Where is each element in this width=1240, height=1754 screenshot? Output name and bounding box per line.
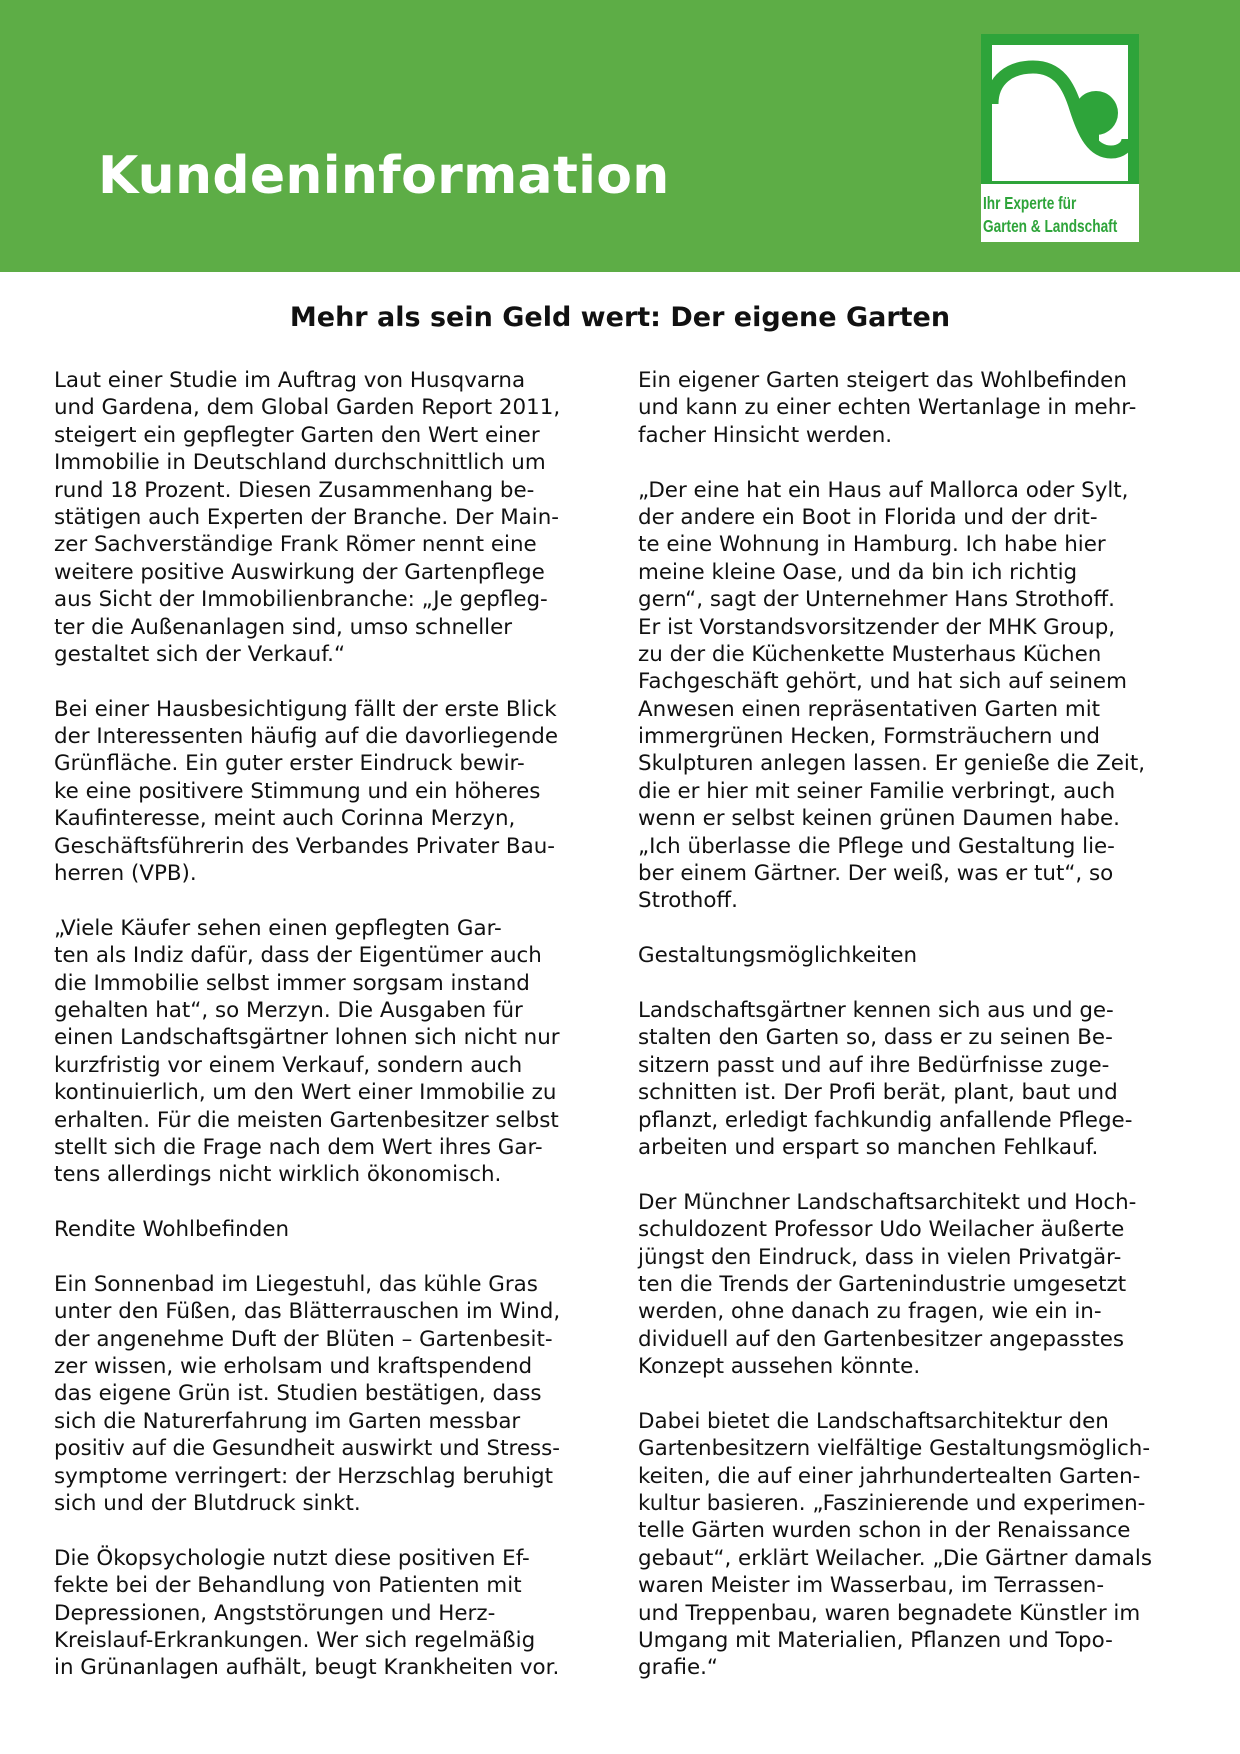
text-line: zer wissen, wie erholsam und kraftspendend — [54, 1354, 533, 1380]
text-line: immergrünen Hecken, Formsträuchern und — [638, 724, 1100, 750]
text-line: Laut einer Studie im Auftrag von Husqvarna — [54, 368, 526, 393]
text-line: ter die Außenanlagen sind, umso schneller — [54, 614, 513, 640]
text-line: ten die Trends der Gartenindustrie umgesetzt — [638, 1271, 1127, 1297]
article-paragraph — [638, 1408, 1198, 1682]
text-line: „Ich überlasse die Pflege und Gestaltung lie- — [638, 833, 1115, 859]
section-subheading — [638, 942, 1198, 969]
text-line: Dabei bietet die Landschaftsarchitektur den — [638, 1408, 1109, 1434]
text-line: Bei einer Hausbesichtigung fällt der erste Blick — [54, 696, 557, 722]
text-line: ke eine positivere Stimmung und ein höheres — [54, 778, 541, 804]
text-line: kontinuierlich, um den Wert einer Immobilie zu — [54, 1080, 557, 1106]
text-line: arbeiten und erspart so manchen Fehlkauf. — [638, 1134, 1099, 1160]
text-line: die er hier mit seiner Familie verbringt, auch — [638, 778, 1116, 804]
garten-landschaft-logo — [981, 34, 1139, 242]
text-line: dividuell auf den Gartenbesitzer angepasstes — [638, 1326, 1125, 1352]
text-line: die Immobilie selbst immer sorgsam instand — [54, 970, 530, 996]
text-line: Er ist Vorstandsvorsitzender der MHK Group, — [638, 614, 1116, 640]
text-line: Gartenbesitzern vielfältige Gestaltungsmöglich- — [638, 1436, 1151, 1462]
text-line: grafie.“ — [638, 1655, 718, 1681]
text-line: schnitten ist. Der Profi berät, plant, baut und — [638, 1080, 1118, 1106]
text-line: waren Meister im Wasserbau, im Terrassen- — [638, 1573, 1105, 1599]
text-line: aus Sicht der Immobilienbranche: „Je gepfleg- — [54, 587, 548, 613]
article-paragraph — [54, 696, 614, 888]
text-line: schuldozent Professor Udo Weilacher äußerte — [638, 1217, 1125, 1243]
text-line: und Gardena, dem Global Garden Report 2011, — [54, 395, 561, 421]
page-title: Kundeninformation — [98, 146, 670, 206]
article-paragraph — [638, 367, 1198, 449]
text-line: fekte bei der Behandlung von Patienten mit — [54, 1573, 522, 1599]
text-line: Konzept aussehen könnte. — [638, 1354, 921, 1380]
text-line: Die Ökopsychologie nutzt diese positiven Ef- — [54, 1545, 530, 1571]
text-line: der andere ein Boot in Florida und der drit- — [638, 504, 1098, 530]
text-line: Strothoff. — [638, 888, 738, 914]
text-line: stalten den Garten so, dass er zu seinen Be- — [638, 1025, 1113, 1051]
text-line: stellt sich die Frage nach dem Wert ihres Gar- — [54, 1134, 543, 1160]
text-line: rund 18 Prozent. Diesen Zusammenhang be- — [54, 477, 535, 503]
text-line: der angenehme Duft der Blüten – Gartenbesit- — [54, 1326, 553, 1352]
text-line: herren (VPB). — [54, 861, 197, 887]
text-line: der Interessenten häufig auf die davorliegende — [54, 724, 558, 750]
text-line: sich die Naturerfahrung im Garten messbar — [54, 1408, 521, 1434]
text-line: unter den Füßen, das Blätterrauschen im Wind, — [54, 1299, 561, 1325]
text-line: Grünfläche. Ein guter erster Eindruck bewir- — [54, 751, 525, 777]
article-paragraph — [54, 1545, 614, 1682]
text-line: sich und der Blutdruck sinkt. — [54, 1491, 361, 1517]
article-paragraph — [638, 477, 1198, 915]
text-line: Der Münchner Landschaftsarchitekt und Hoch- — [638, 1189, 1137, 1215]
text-line: positiv auf die Gesundheit auswirkt und Stress- — [54, 1436, 561, 1462]
text-line: pflanzt, erledigt fachkundig anfallende Pflege- — [638, 1107, 1133, 1133]
text-line: Kreislauf-Erkrankungen. Wer sich regelmäßig — [54, 1627, 536, 1653]
text-line: kultur basieren. „Faszinierende und experimen- — [638, 1491, 1146, 1517]
text-line: Gestaltungsmöglichkeiten — [638, 943, 918, 969]
text-line: Umgang mit Materialien, Pflanzen und Topo- — [638, 1627, 1113, 1653]
text-line: wenn er selbst keinen grünen Daumen habe. — [638, 806, 1120, 832]
text-line: werden, ohne danach zu fragen, wie ein in- — [638, 1299, 1102, 1325]
article-column-right — [638, 367, 1198, 1709]
text-line: erhalten. Für die meisten Gartenbesitzer selbst — [54, 1107, 559, 1133]
text-line: Rendite Wohlbefinden — [54, 1217, 290, 1243]
text-line: Landschaftsgärtner kennen sich aus und ge- — [638, 997, 1114, 1023]
logo-tagline — [983, 192, 1118, 238]
text-line: ten als Indiz dafür, dass der Eigentümer auch — [54, 943, 542, 969]
text-line: steigert ein gepflegter Garten den Wert einer — [54, 422, 540, 448]
section-subheading — [54, 1216, 614, 1243]
text-line: gestaltet sich der Verkauf.“ — [54, 641, 346, 667]
article-paragraph — [638, 1189, 1198, 1381]
text-line: gebaut“, erklärt Weilacher. „Die Gärtner damals — [638, 1545, 1152, 1571]
article-headline: Mehr als sein Geld wert: Der eigene Garten — [289, 302, 951, 333]
text-line: Anwesen einen repräsentativen Garten mit — [638, 696, 1101, 722]
text-line: und Treppenbau, waren begnadete Künstler im — [638, 1600, 1141, 1626]
text-line: Fachgeschäft gehört, und hat sich auf seinem — [638, 669, 1127, 695]
text-line: „Viele Käufer sehen einen gepflegten Gar- — [54, 915, 502, 941]
text-line: gern“, sagt der Unternehmer Hans Strothoff. — [638, 587, 1115, 613]
text-line: te eine Wohnung in Hamburg. Ich habe hier — [638, 532, 1106, 558]
header-banner — [0, 0, 1240, 272]
text-line: Kaufinteresse, meint auch Corinna Merzyn, — [54, 806, 516, 832]
text-line: tens allerdings nicht wirklich ökonomisch. — [54, 1162, 502, 1188]
text-line: meine kleine Oase, und da bin ich richtig — [638, 559, 1078, 585]
text-line: kurzfristig vor einem Verkauf, sondern auch — [54, 1052, 523, 1078]
logo-tagline-line: Ihr Experte für — [983, 193, 1077, 213]
article-paragraph — [54, 1271, 614, 1518]
text-line: weitere positive Auswirkung der Gartenpflege — [54, 559, 545, 585]
text-line: das eigene Grün ist. Studien bestätigen, dass — [54, 1381, 542, 1407]
text-line: zer Sachverständige Frank Römer nennt eine — [54, 532, 537, 558]
text-line: jüngst den Eindruck, dass in vielen Privatgär- — [638, 1244, 1122, 1270]
text-line: in Grünanlagen aufhält, beugt Krankheiten vor. — [54, 1655, 560, 1681]
article-column-left — [54, 367, 614, 1709]
article-paragraph — [638, 997, 1198, 1161]
article-paragraph — [54, 367, 614, 668]
text-line: telle Gärten wurden schon in der Renaissance — [638, 1518, 1131, 1544]
text-line: ber einem Gärtner. Der weiß, was er tut“, so — [638, 861, 1114, 887]
article-paragraph — [54, 915, 614, 1189]
text-line: sitzern passt und auf ihre Bedürfnisse zuge- — [638, 1052, 1110, 1078]
text-line: zu der die Küchenkette Musterhaus Küchen — [638, 641, 1102, 667]
text-line: Immobilie in Deutschland durchschnittlich um — [54, 450, 546, 476]
text-line: Skulpturen anlegen lassen. Er genieße die Zeit, — [638, 751, 1146, 777]
text-line: Ein Sonnenbad im Liegestuhl, das kühle Gras — [54, 1271, 538, 1297]
text-line: facher Hinsicht werden. — [638, 422, 893, 448]
text-line: stätigen auch Experten der Branche. Der Main- — [54, 504, 560, 530]
text-line: gehalten hat“, so Merzyn. Die Ausgaben für — [54, 997, 523, 1023]
text-line: symptome verringert: der Herzschlag beruhigt — [54, 1463, 553, 1489]
text-line: und kann zu einer echten Wertanlage in mehr- — [638, 395, 1137, 421]
text-line: Depressionen, Angststörungen und Herz- — [54, 1600, 496, 1626]
text-line: „Der eine hat ein Haus auf Mallorca oder Sylt, — [638, 477, 1129, 503]
text-line: Geschäftsführerin des Verbandes Privater Bau- — [54, 833, 555, 859]
text-line: keiten, die auf einer jahrhundertealten Garten- — [638, 1463, 1141, 1489]
text-line: Ein eigener Garten steigert das Wohlbefinden — [638, 368, 1127, 393]
logo-tagline-line: Garten & Landschaft — [983, 216, 1118, 236]
text-line: einen Landschaftsgärtner lohnen sich nicht nur — [54, 1025, 560, 1051]
